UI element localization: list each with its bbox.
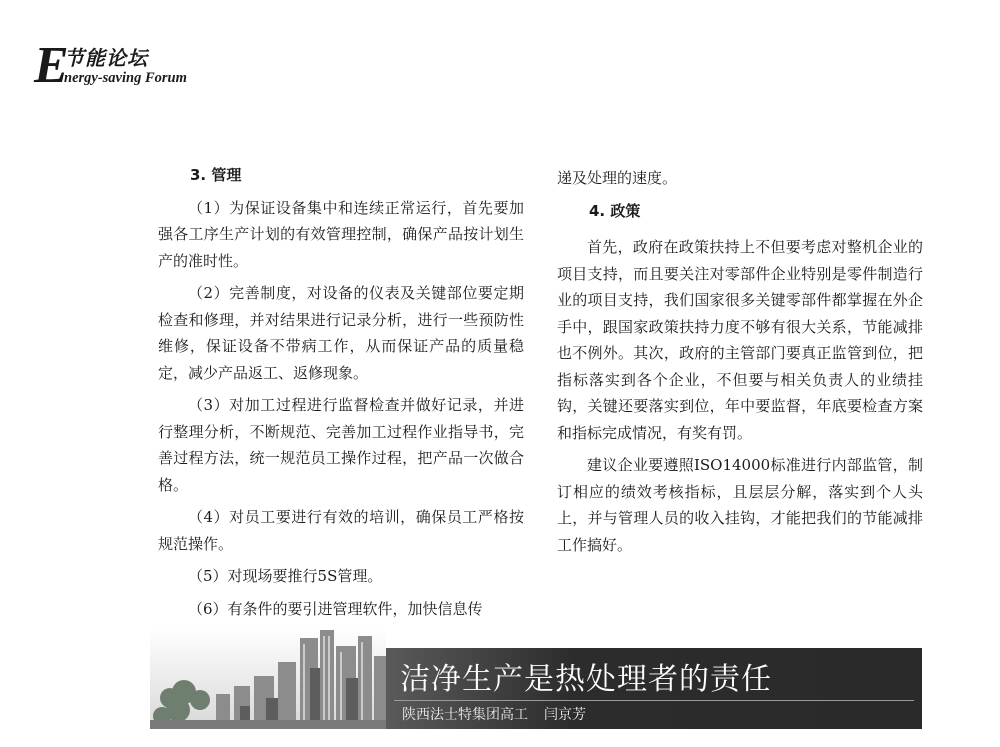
paragraph: （5）对现场要推行5S管理。 (188, 567, 383, 585)
article-title: 洁净生产是热处理者的责任 (400, 662, 772, 697)
paragraph: （4）对员工要进行有效的培训，确保员工严格按规范操作。 (158, 508, 524, 553)
paragraph-continuation: 递及处理的速度。 (557, 169, 678, 187)
right-column (557, 165, 923, 564)
logo-title-en: nergy-saving Forum (64, 70, 187, 86)
section-heading-management: 3. 管理 (190, 166, 242, 184)
left-column (158, 162, 524, 628)
author-organization: 陕西法士特集团高工 (402, 707, 528, 723)
paragraph: （3）对加工过程进行监督检查并做好记录，并进行整理分析，不断规范、完善加工过程作业指导书，完善过程方法，统一规范员工操作过程，把产品一次做合格。 (158, 396, 524, 494)
banner-divider (394, 700, 914, 701)
paragraph: （6）有条件的要引进管理软件，加快信息传 (188, 599, 483, 618)
article-banner (150, 628, 922, 729)
city-skyline-illustration (150, 628, 386, 729)
logo-letter: E (34, 37, 69, 94)
paragraph: 首先，政府在政策扶持上不但要考虑对整机企业的项目支持，而且要关注对零部件企业特别是零件制造行业的项目支持，我们国家很多关键零部件都掌握在外企手中，跟国家政策扶持力度不够有很大关系，节能减排也不例外。其次，政府的主管部门要真正监管到位，把指标落实到各个企业，不但要与相关负责人的业绩挂钩，关键还要落实到位，年中要监督，年底要检查方案和指标完成情况，有奖有罚。 (557, 238, 923, 442)
forum-logo (34, 38, 234, 98)
banner-title-bar (386, 648, 922, 729)
article-byline (402, 704, 586, 724)
section-heading-policy: 4. 政策 (589, 201, 641, 220)
author-name: 闫京芳 (544, 707, 586, 723)
logo-title-cn: 节能论坛 (64, 46, 148, 70)
paragraph: （2）完善制度，对设备的仪表及关键部位要定期检查和修理，并对结果进行记录分析，进行一些预防性维修，保证设备不带病工作，从而保证产品的质量稳定，减少产品返工、返修现象。 (158, 284, 524, 382)
paragraph: 建议企业要遵照ISO14000标准进行内部监管，制订相应的绩效考核指标，且层层分解，落实到个人头上，并与管理人员的收入挂钩，才能把我们的节能减排工作搞好。 (557, 456, 923, 554)
paragraph: （1）为保证设备集中和连续正常运行，首先要加强各工序生产计划的有效管理控制，确保产品按计划生产的准时性。 (158, 198, 524, 270)
